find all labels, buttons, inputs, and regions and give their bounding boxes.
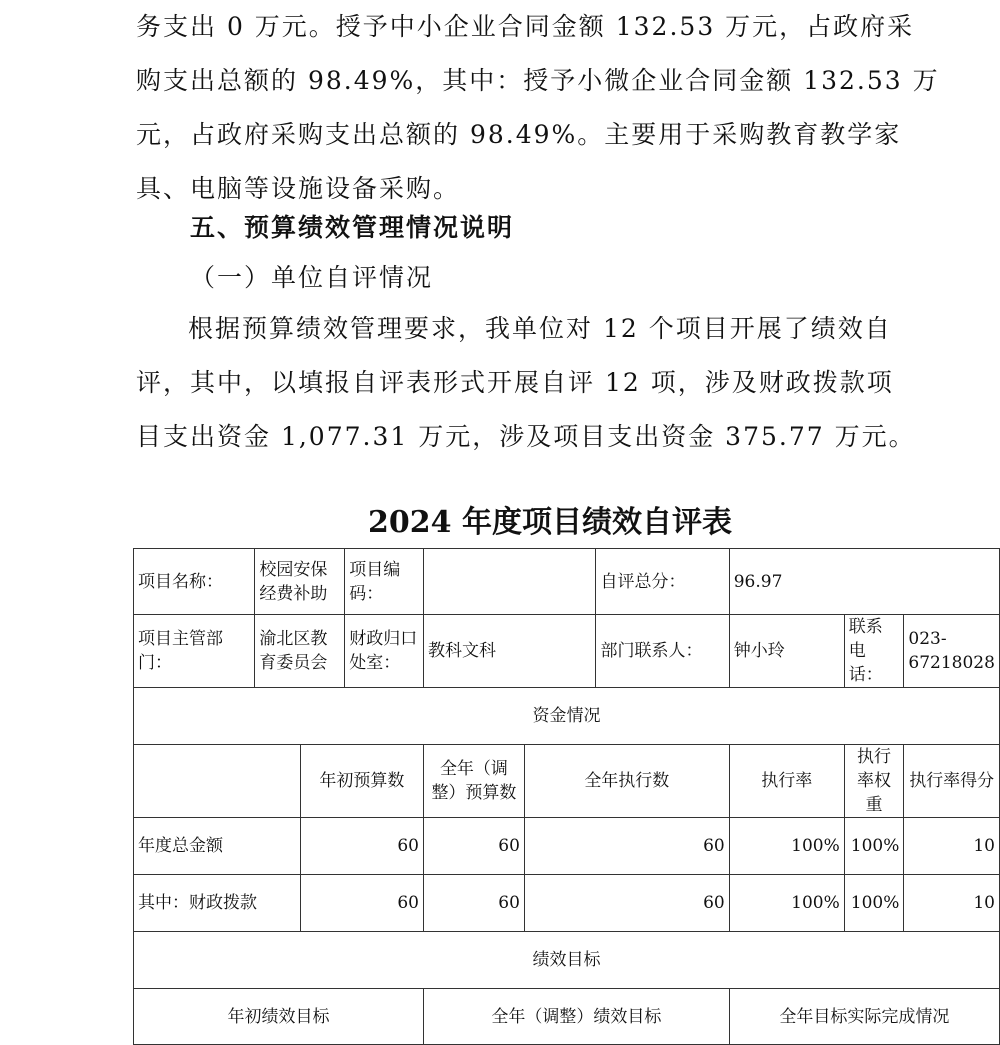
self-score-label: 自评总分： — [596, 549, 729, 615]
intro-paragraph — [136, 0, 940, 216]
performance-header: 全年（调整）绩效目标 — [423, 989, 729, 1045]
funds-header: 全年执行数 — [524, 745, 729, 818]
paragraph-line: 目支出资金 1,077.31 万元，涉及项目支出资金 375.77 万元。 — [136, 422, 916, 451]
table-row — [134, 688, 1000, 745]
contact-label: 部门联系人： — [596, 615, 729, 688]
funds-cell: 100% — [844, 875, 904, 932]
performance-heading: 绩效目标 — [134, 932, 1000, 989]
intro-line: 具、电脑等设施设备采购。 — [136, 174, 461, 203]
self-score-value: 96.97 — [729, 549, 999, 615]
intro-line: 务支出 0 万元。授予中小企业合同金额 132.53 万元，占政府采 — [136, 12, 915, 41]
funds-cell: 60 — [524, 875, 729, 932]
table-row — [134, 615, 1000, 688]
project-code-value — [423, 549, 595, 615]
funds-row-label: 其中：财政拨款 — [134, 875, 301, 932]
intro-line: 购支出总额的 98.49%，其中：授予小微企业合同金额 132.53 万 — [136, 66, 940, 95]
funds-cell: 60 — [300, 875, 423, 932]
funds-header: 执行率 — [729, 745, 844, 818]
funds-cell: 100% — [729, 875, 844, 932]
funds-cell: 60 — [524, 818, 729, 875]
self-evaluation-table — [133, 548, 1000, 1045]
funds-cell: 100% — [844, 818, 904, 875]
self-eval-paragraph — [136, 302, 916, 464]
funds-header: 全年（调整）预算数 — [423, 745, 524, 818]
paragraph-line: 评，其中，以填报自评表形式开展自评 12 项，涉及财政拨款项 — [136, 368, 894, 397]
dept-value: 渝北区教育委员会 — [255, 615, 345, 688]
project-name-value: 校园安保经费补助 — [255, 549, 345, 615]
funds-row-label: 年度总金额 — [134, 818, 301, 875]
table-row — [134, 745, 1000, 818]
performance-header: 年初绩效目标 — [134, 989, 424, 1045]
funds-header: 执行率权重 — [844, 745, 904, 818]
funds-cell: 60 — [423, 818, 524, 875]
table-row — [134, 818, 1000, 875]
table-row — [134, 932, 1000, 989]
table-row — [134, 549, 1000, 615]
funds-cell: 10 — [904, 875, 1000, 932]
office-label: 财政归口处室： — [345, 615, 424, 688]
contact-value: 钟小玲 — [729, 615, 844, 688]
office-value: 教科文科 — [423, 615, 595, 688]
funds-header-blank — [134, 745, 301, 818]
funds-cell: 100% — [729, 818, 844, 875]
phone-label: 联系电话： — [844, 615, 904, 688]
project-code-label: 项目编码： — [345, 549, 424, 615]
funds-cell: 10 — [904, 818, 1000, 875]
funds-heading: 资金情况 — [134, 688, 1000, 745]
funds-header: 执行率得分 — [904, 745, 1000, 818]
intro-line: 元，占政府采购支出总额的 98.49%。主要用于采购教育教学家 — [136, 120, 902, 149]
dept-label: 项目主管部门： — [134, 615, 255, 688]
table-row — [134, 875, 1000, 932]
section-heading: 五、预算绩效管理情况说明 — [190, 213, 515, 242]
project-name-label: 项目名称： — [134, 549, 255, 615]
table-title: 2024 年度项目绩效自评表 — [368, 505, 732, 540]
funds-cell: 60 — [423, 875, 524, 932]
paragraph-line: 根据预算绩效管理要求，我单位对 12 个项目开展了绩效自 — [188, 314, 892, 343]
funds-cell: 60 — [300, 818, 423, 875]
funds-header: 年初预算数 — [300, 745, 423, 818]
performance-header: 全年目标实际完成情况 — [729, 989, 999, 1045]
subsection-heading: （一）单位自评情况 — [190, 263, 434, 292]
phone-value: 023-67218028 — [904, 615, 1000, 688]
